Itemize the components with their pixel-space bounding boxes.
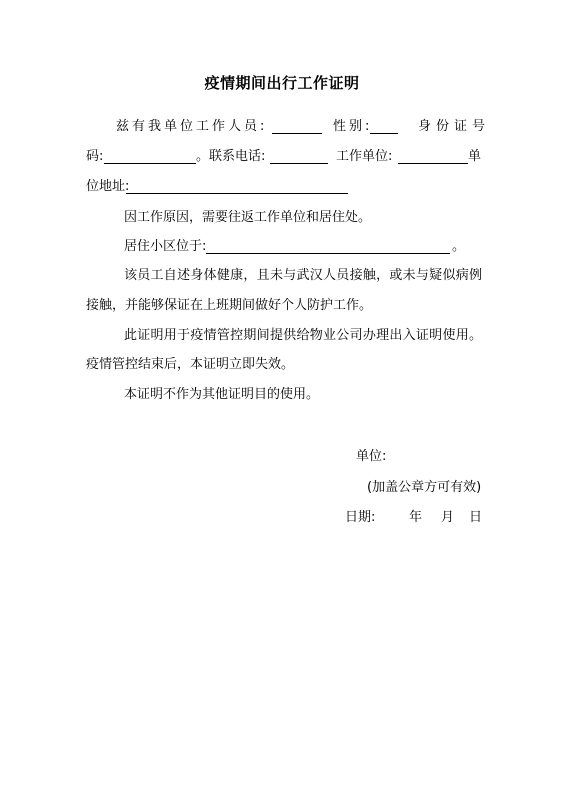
address-label: 位地址: <box>86 179 130 194</box>
address-blank[interactable] <box>126 179 348 194</box>
residence-blank[interactable] <box>206 239 450 254</box>
residence-line <box>124 238 482 256</box>
id-number-label: 身份证号 <box>418 119 491 134</box>
date-year: 年 <box>409 510 423 525</box>
date-month: 月 <box>441 510 455 525</box>
phone-blank[interactable] <box>270 149 328 164</box>
work-unit-tail: 单 <box>468 149 482 164</box>
date-label: 日期: <box>345 510 376 525</box>
reason-paragraph: 因工作原因，需要往返工作单位和居住处。 <box>124 210 372 225</box>
residence-end: 。 <box>452 239 466 254</box>
employee-label: 兹有我单位工作人员: <box>116 119 268 134</box>
disclaimer-paragraph: 本证明不作为其他证明目的使用。 <box>124 387 320 402</box>
document-title: 疫情期间出行工作证明 <box>204 74 360 92</box>
residence-label: 居住小区位于: <box>124 239 207 254</box>
contact-line <box>86 148 482 166</box>
employee-name-blank[interactable] <box>272 119 322 134</box>
gender-label: 性别: <box>333 119 373 134</box>
work-unit-label: 工作单位: <box>336 149 393 164</box>
health-statement-line-2: 接触，并能够保证在上班期间做好个人防护工作。 <box>86 298 373 313</box>
signature-unit-label: 单位: <box>356 449 387 464</box>
address-line <box>86 178 482 196</box>
health-statement-line-1: 该员工自述身体健康，且未与武汉人员接触，或未与疑似病例 <box>124 268 482 283</box>
id-number-blank[interactable] <box>104 149 196 164</box>
id-number-label-cont: 码: <box>86 149 104 164</box>
work-unit-blank[interactable] <box>398 149 468 164</box>
phone-label: 。联系电话: <box>196 149 266 164</box>
date-day: 日 <box>469 510 483 525</box>
usage-line-2: 疫情管控结束后，本证明立即失效。 <box>86 357 295 372</box>
usage-line-1: 此证明用于疫情管控期间提供给物业公司办理出入证明使用。 <box>124 328 482 343</box>
employee-line <box>86 118 491 136</box>
gender-blank[interactable] <box>370 119 398 134</box>
stamp-note: (加盖公章方可有效) <box>367 480 482 495</box>
